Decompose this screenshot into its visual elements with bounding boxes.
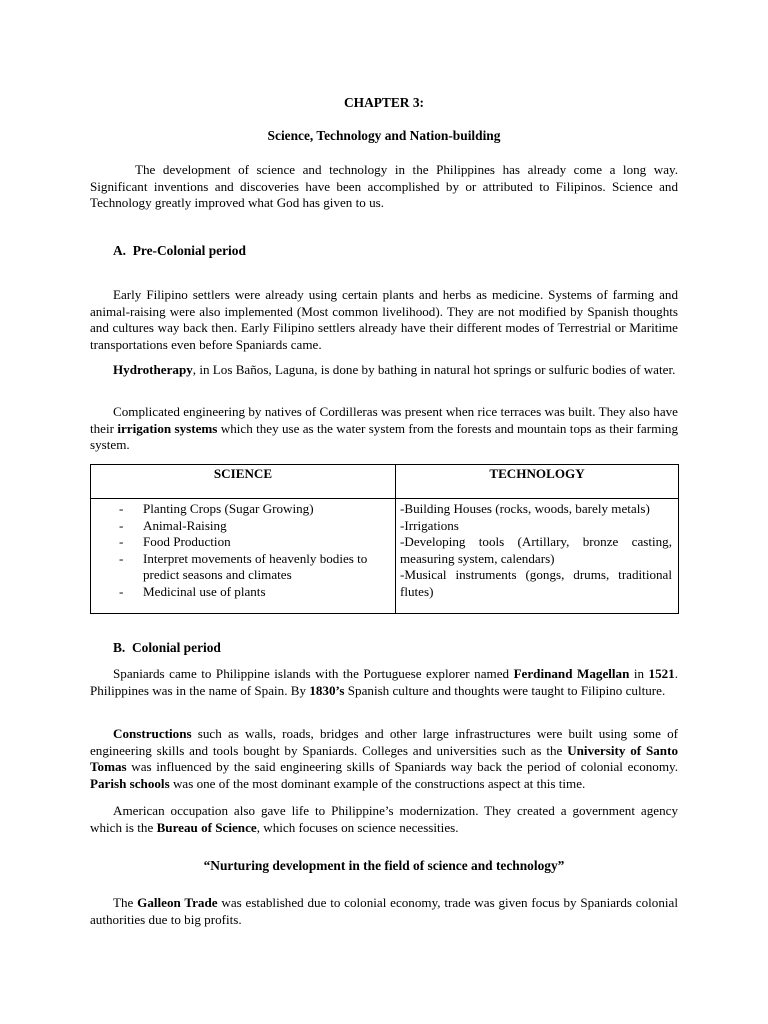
list-item — [95, 534, 391, 551]
colonial-text: Spaniards came to Philippine islands with the Portuguese explorer named — [113, 666, 514, 681]
colonial-paragraph-3 — [90, 803, 678, 836]
dash-bullet: - — [119, 517, 124, 533]
section-a-heading: A. Pre-Colonial period — [113, 243, 246, 258]
science-list — [95, 501, 391, 600]
colonial-text: American occupation also gave life to Philippine’s modernization. They created a government agency which is the — [90, 803, 678, 835]
science-item: Planting Crops (Sugar Growing) — [143, 501, 314, 516]
colonial-text: , which focuses on science necessities. — [256, 819, 459, 835]
cordillera-text-b: which they use as the water system from the forests and mountain tops as their farming system. — [90, 420, 678, 453]
hydrotherapy-term: Hydrotherapy — [113, 362, 193, 377]
precolonial-paragraph-3 — [90, 404, 678, 454]
magellan-term: Ferdinand Magellan — [513, 666, 630, 681]
science-cell — [91, 499, 396, 614]
science-column-header: SCIENCE — [91, 465, 396, 499]
precolonial-paragraph-1: Early Filipino settlers were already using certain plants and herbs as medicine. Systems of farming and animal-raising were also implemented (Most common livelihood). They are not modified by Spanish thoughts and cultures way back then. Early Filipino settlers already have their different modes of Terrestrial or Maritime transportations even before Spaniards came. — [90, 287, 678, 352]
technology-cell — [396, 499, 679, 614]
list-item: -Musical instruments (gongs, drums, traditional flutes) — [400, 567, 672, 599]
ust-term: University of Santo Tomas — [90, 742, 678, 775]
parish-schools-term: Parish schools — [90, 775, 170, 791]
list-item: -Developing tools (Artillary, bronze casting, measuring system, calendars) — [400, 534, 672, 566]
cordillera-text-a: Complicated engineering by natives of Cordilleras was present when rice terraces was built. They also have their — [90, 404, 678, 436]
list-item — [95, 501, 391, 518]
colonial-text: was influenced by the said engineering skills of Spaniards way back the period of colonial economy. — [126, 759, 678, 775]
list-item: -Irrigations — [400, 517, 459, 533]
quote-heading: “Nurturing development in the field of science and technology” — [203, 858, 565, 873]
colonial-text: . Philippines was in the name of Spain. By — [90, 666, 678, 698]
galleon-paragraph — [90, 895, 678, 928]
list-item: -Building Houses (rocks, woods, barely metals) — [400, 501, 650, 516]
chapter-title: CHAPTER 3: — [344, 95, 424, 110]
list-item — [95, 518, 391, 535]
colonial-paragraph-1 — [90, 666, 678, 699]
table-header-row — [91, 465, 679, 499]
year-1521-term: 1521 — [648, 666, 675, 681]
dash-bullet: - — [119, 534, 124, 549]
table-row — [91, 499, 679, 614]
section-b-heading: B. Colonial period — [113, 640, 221, 655]
precolonial-paragraph-2 — [90, 362, 678, 379]
colonial-text: such as walls, roads, bridges and other large infrastructures were built using some of engineering skills and tools bought by Spaniards. Colleges and universities such as the — [90, 726, 678, 758]
technology-column-header: TECHNOLOGY — [396, 465, 679, 499]
technology-list — [400, 501, 672, 600]
bureau-of-science-term: Bureau of Science — [156, 819, 257, 835]
science-item: Medicinal use of plants — [143, 583, 266, 599]
dash-bullet: - — [119, 583, 124, 599]
galleon-text: The — [113, 895, 138, 910]
irrigation-term: irrigation systems — [117, 420, 218, 436]
galleon-text: was established due to colonial economy, trade was given focus by Spaniards colonial authorities due to big profits. — [90, 895, 678, 927]
science-item: Food Production — [143, 534, 231, 549]
hydrotherapy-text: , in Los Baños, Laguna, is done by bathing in natural hot springs or sulfuric bodies of water. — [192, 362, 676, 377]
galleon-trade-term: Galleon Trade — [137, 895, 218, 910]
colonial-text: was one of the most dominant example of the constructions aspect at this time. — [169, 775, 586, 791]
colonial-text: Spanish culture and thoughts were taught to Filipino culture. — [344, 682, 666, 698]
science-item: Interpret movements of heavenly bodies to predict seasons and climates — [143, 550, 368, 582]
science-technology-table — [90, 464, 679, 614]
science-item: Animal-Raising — [143, 517, 227, 533]
dash-bullet: - — [119, 501, 124, 516]
colonial-text: in — [629, 666, 649, 681]
constructions-term: Constructions — [113, 726, 192, 741]
dash-bullet: - — [119, 550, 124, 566]
chapter-subtitle: Science, Technology and Nation-building — [267, 128, 501, 143]
intro-paragraph: The development of science and technology in the Philippines has already come a long way. Significant inventions and discoveries have been accomplished by or attributed to Filipinos. Science and Technology greatly improved what God has given to us. — [90, 162, 678, 211]
list-item — [95, 551, 391, 584]
colonial-paragraph-2 — [90, 726, 678, 792]
list-item — [95, 584, 391, 601]
year-1830s-term: 1830’s — [309, 682, 345, 698]
